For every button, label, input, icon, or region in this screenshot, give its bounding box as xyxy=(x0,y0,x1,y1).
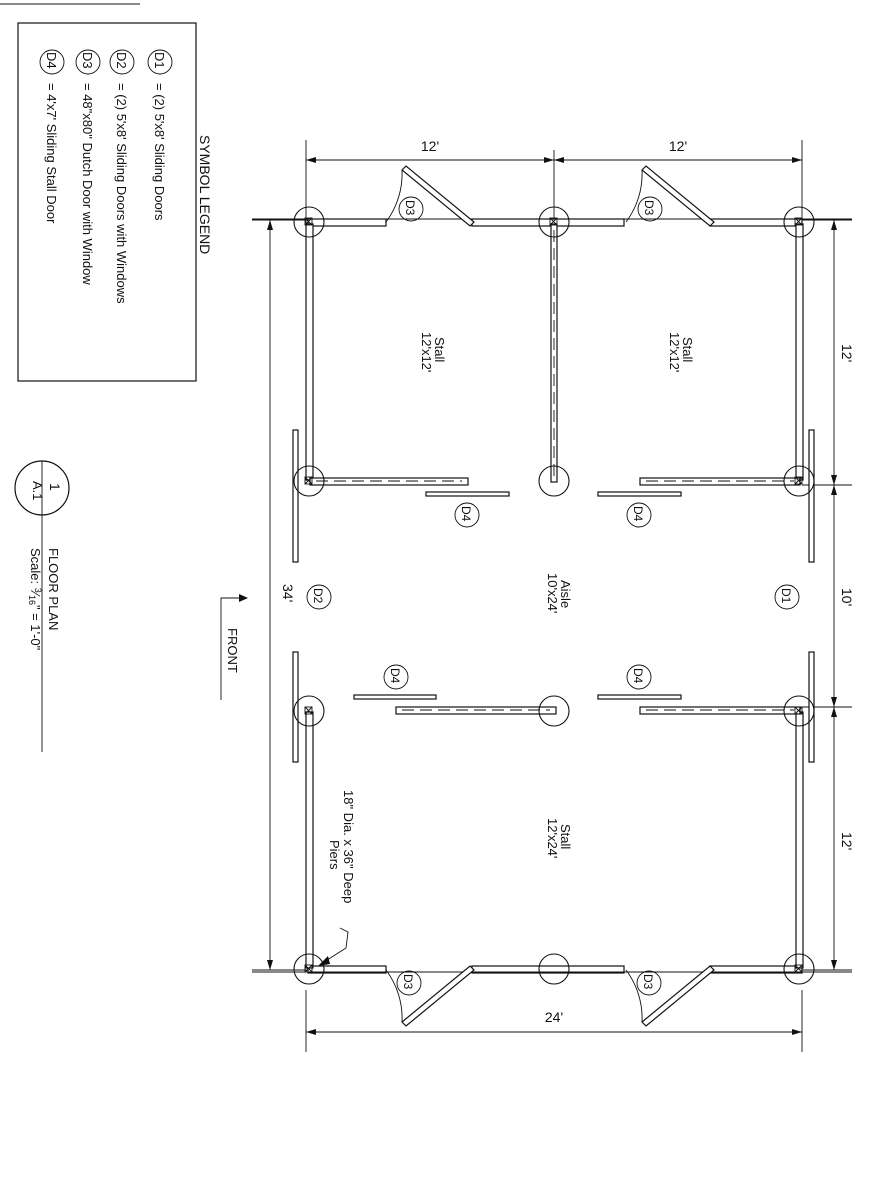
pier-leader-arrow xyxy=(318,956,330,966)
room-aisle-name: Aisle xyxy=(558,580,573,609)
front-indicator xyxy=(221,594,248,700)
svg-text:D3: D3 xyxy=(401,974,415,990)
pier-note-line-1: 18" Dia. x 36" Deep xyxy=(341,790,356,904)
sliding-door-d4-lower-right xyxy=(598,695,681,699)
svg-text:D4: D4 xyxy=(388,668,402,684)
room-stall-b-name: Stall xyxy=(680,337,695,363)
door-leaf-top-right xyxy=(642,166,714,226)
door-tag-d4-upper-left xyxy=(455,503,479,527)
plan-scale xyxy=(27,548,43,651)
dim-right-lower: 12' xyxy=(839,832,855,851)
dim-top-right: 12' xyxy=(668,138,688,154)
svg-text:D4: D4 xyxy=(631,506,645,522)
sliding-door-d1-upper xyxy=(809,430,814,562)
scale-denominator: 16 xyxy=(27,594,37,605)
plan-title: FLOOR PLAN xyxy=(46,548,61,631)
door-tag-d1 xyxy=(775,585,799,609)
wall-top-2 xyxy=(472,219,624,226)
scale-prefix: Scale: xyxy=(28,548,43,588)
sliding-door-d4-upper-left xyxy=(426,492,509,496)
scale-numerator: 3 xyxy=(33,587,43,593)
sliding-door-d4-upper-right xyxy=(598,492,681,496)
door-tag-d4-lower-left xyxy=(384,665,408,689)
legend-d1-tag: D1 xyxy=(152,52,167,69)
legend-item-d4 xyxy=(40,50,64,224)
legend-d3-text: = 48"x80" Dutch Door with Window xyxy=(80,83,95,285)
legend-title: SYMBOL LEGEND xyxy=(197,135,213,255)
room-stall-c-name: Stall xyxy=(558,824,573,850)
legend-d2-tag: D2 xyxy=(114,52,129,69)
pier-note xyxy=(318,790,356,966)
svg-text:D3: D3 xyxy=(642,200,656,216)
svg-text:D3: D3 xyxy=(641,974,655,990)
door-tag-d4-upper-right xyxy=(627,503,651,527)
wall-right-upper xyxy=(796,224,803,480)
dim-right-aisle: 10' xyxy=(839,588,855,607)
room-stall-c-size: 12'x24' xyxy=(545,818,560,859)
sliding-door-d2-upper xyxy=(293,430,298,562)
sheet-number: A.1 xyxy=(30,481,45,501)
pier-note-line-2: Piers xyxy=(327,840,342,870)
wall-right-lower xyxy=(796,712,803,968)
sliding-door-d4-lower-left xyxy=(354,695,436,699)
title-block xyxy=(15,461,69,752)
dim-overall-left: 34' xyxy=(280,584,296,603)
door-tag-d3-bottom-left xyxy=(397,971,421,995)
wall-left-lower xyxy=(306,712,313,968)
legend-item-d1 xyxy=(148,50,172,221)
legend-d4-text: = 4'x7' Sliding Stall Door xyxy=(44,83,59,224)
symbol-legend xyxy=(18,23,213,381)
svg-text:Scale: 3⁄16" = 1'-0": Scale: $^3$⁄16" = 1'-0" xyxy=(27,548,43,651)
wall-top-1 xyxy=(308,219,386,226)
wall-stall-c-front-left xyxy=(396,707,556,714)
legend-d1-text: = (2) 5'x8' Sliding Doors xyxy=(152,83,167,221)
room-stall-b-size: 12'x12' xyxy=(667,332,682,373)
scale-suffix: " = 1'-0" xyxy=(28,604,43,651)
dim-right-stall: 12' xyxy=(839,344,855,363)
room-aisle-size: 10'x24' xyxy=(545,573,560,614)
wall-stall-a-front xyxy=(310,478,468,485)
legend-d4-tag: D4 xyxy=(44,52,59,69)
door-tag-d2 xyxy=(307,585,331,609)
front-arrow-head xyxy=(239,594,248,602)
legend-item-d3 xyxy=(76,50,100,285)
door-tag-d3-top-right xyxy=(638,197,662,221)
wall-top-3 xyxy=(710,219,802,226)
dim-bottom: 24' xyxy=(544,1009,564,1025)
wall-stall-b-front xyxy=(640,478,800,485)
door-swing-arc-bottom-left xyxy=(386,970,402,1022)
drawing-number: 1 xyxy=(47,483,63,491)
svg-text:D4: D4 xyxy=(459,506,473,522)
wall-center-partition xyxy=(551,224,557,482)
door-swing-arc-bottom-right xyxy=(626,970,642,1022)
legend-item-d2 xyxy=(110,50,134,304)
door-tag-d3-bottom-right xyxy=(637,971,661,995)
wall-left-upper xyxy=(306,224,313,480)
svg-text:D3: D3 xyxy=(403,200,417,216)
door-swing-arc-top-left xyxy=(386,170,402,222)
wall-stall-c-front-right xyxy=(640,707,800,714)
svg-text:D1: D1 xyxy=(779,588,793,604)
dim-top-left: 12' xyxy=(420,138,440,154)
legend-d2-text: = (2) 5'x8' Sliding Doors with Windows xyxy=(114,83,129,304)
front-label: FRONT xyxy=(225,628,240,673)
room-stall-a-size: 12'x12' xyxy=(419,332,434,373)
door-tag-d3-top-left xyxy=(399,197,423,221)
svg-text:D4: D4 xyxy=(631,668,645,684)
door-leaf-top-left xyxy=(402,166,474,226)
svg-text:D2: D2 xyxy=(311,588,325,604)
sliding-door-d2-lower xyxy=(293,652,298,762)
legend-d3-tag: D3 xyxy=(80,52,95,69)
door-tag-d4-lower-right xyxy=(627,665,651,689)
room-stall-a-name: Stall xyxy=(432,337,447,363)
